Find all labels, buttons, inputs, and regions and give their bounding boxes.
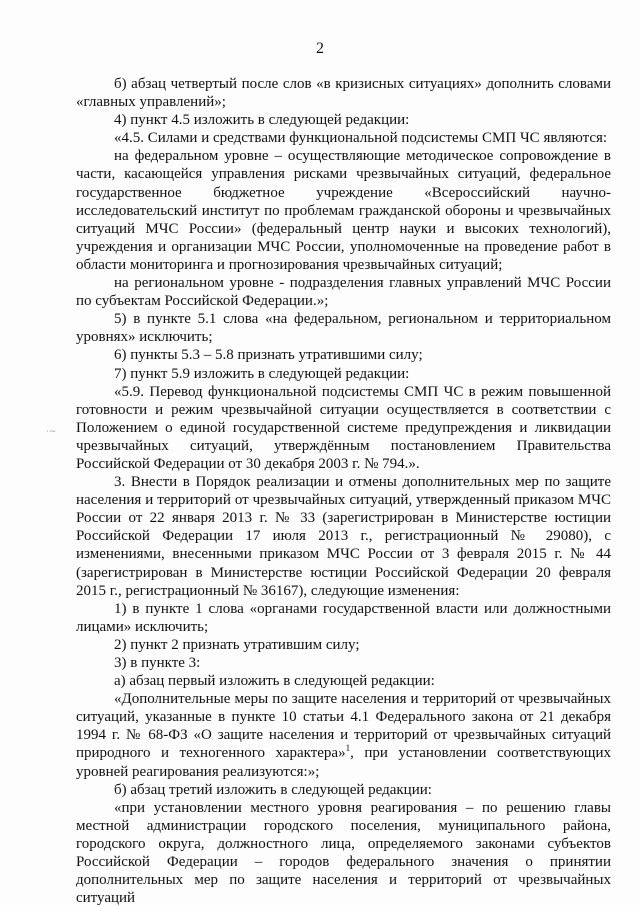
paragraph-additional-measures: [76, 690, 611, 780]
paragraph-sub-3-a: а) абзац первый изложить в следующей редакции:: [114, 673, 435, 690]
paragraph-section-3: 3. Внести в Порядок реализации и отмены дополнительных мер по защите населения и территорий от чрезвычайных ситуаций, утвержденный приказом МЧС России от 22 января 2013 г. № 33 (зарегистрирован в Министерстве юстиции Российской Федерации 17 июля 2013 г., регистрационный № 29080), с изменениями, внесенными приказом МЧС России от 3 февраля 2015 г. № 44 (зарегистрирован в Министерстве юстиции Российской Федерации 20 февраля 2015 г., регистрационный № 36167), следующие изменения:: [76, 474, 611, 599]
paragraph-4-5-heading: «4.5. Силами и средствами функциональной подсистемы СМП ЧС являются:: [114, 130, 608, 147]
quote-text-after-note: , при установлении соответствующих уровней реагирования реализуются:»;: [76, 745, 611, 780]
paragraph-item-6: 6) пункты 5.3 – 5.8 признать утратившими силу;: [114, 347, 423, 364]
paragraph-federal-level: на федеральном уровне – осуществляющие методическое сопровождение в части, касающейся управления рисками чрезвычайных ситуаций, федеральное государственное бюджетное учреждение «Всероссийский научно-исследовательский институт по проблемам гражданской обороны и чрезвычайных ситуаций МЧС России» (федеральный центр науки и высоких технологий), учреждения и организации МЧС России, уполномоченные на проведение работ в области мониторинга и прогнозирования чрезвычайных ситуаций;: [76, 148, 611, 273]
paragraph-5-9: «5.9. Перевод функциональной подсистемы СМП ЧС в режим повышенной готовности и режим чрезвычайной ситуации осуществляется в соответствии с Положением о единой государственной системе предупреждения и ликвидации чрезвычайных ситуаций, утверждённым постановлением Правительства Российской Федерации от 30 декабря 2003 г. № 794.».: [76, 383, 611, 472]
paragraph-sub-3-b: б) абзац третий изложить в следующей редакции:: [114, 781, 432, 798]
paragraph-item-4: 4) пункт 4.5 изложить в следующей редакции:: [114, 112, 410, 129]
paragraph-sub-3: 3) в пункте 3:: [114, 655, 201, 671]
paragraph-local-level: «при установлении местного уровня реагирования – по решению главы местной администрации городского поселения, муниципального района, городского округа, должностного лица, определяемого законами субъектов Российской Федерации – городов федерального значения о принятии дополнительных мер по защите населения и территорий от чрезвычайных ситуаций: [76, 799, 611, 907]
paragraph-amend-4-b: б) абзац четвертый после слов «в кризисных ситуациях» дополнить словами «главных управлений»;: [76, 76, 611, 111]
document-body: [76, 75, 611, 907]
page-number: 2: [316, 40, 324, 57]
paragraph-item-7: 7) пункт 5.9 изложить в следующей редакции:: [114, 365, 410, 382]
paragraph-sub-2: 2) пункт 2 признать утратившим силу;: [114, 636, 360, 653]
paragraph-sub-1: 1) в пункте 1 слова «органами государственной власти или должностными лицами» исключить;: [76, 600, 611, 635]
quote-text-before-note: «Дополнительные меры по защите населения и территорий от чрезвычайных ситуаций, указанные в пункте 10 статьи 4.1 Федерального закона от 21 декабря 1994 г. № 68-ФЗ «О защите населения и территорий от чрезвычайных ситуаций природного и техногенного характера»: [76, 691, 611, 762]
paragraph-regional-level: на региональном уровне - подразделения главных управлений МЧС России по субъектам Российской Федерации.»;: [76, 275, 611, 310]
footnote-mark: 1: [345, 743, 351, 754]
margin-mark: ·~: [46, 427, 57, 437]
paragraph-item-5: 5) в пункте 5.1 слова «на федеральном, региональном и территориальном уровнях» исключить;: [76, 311, 611, 346]
